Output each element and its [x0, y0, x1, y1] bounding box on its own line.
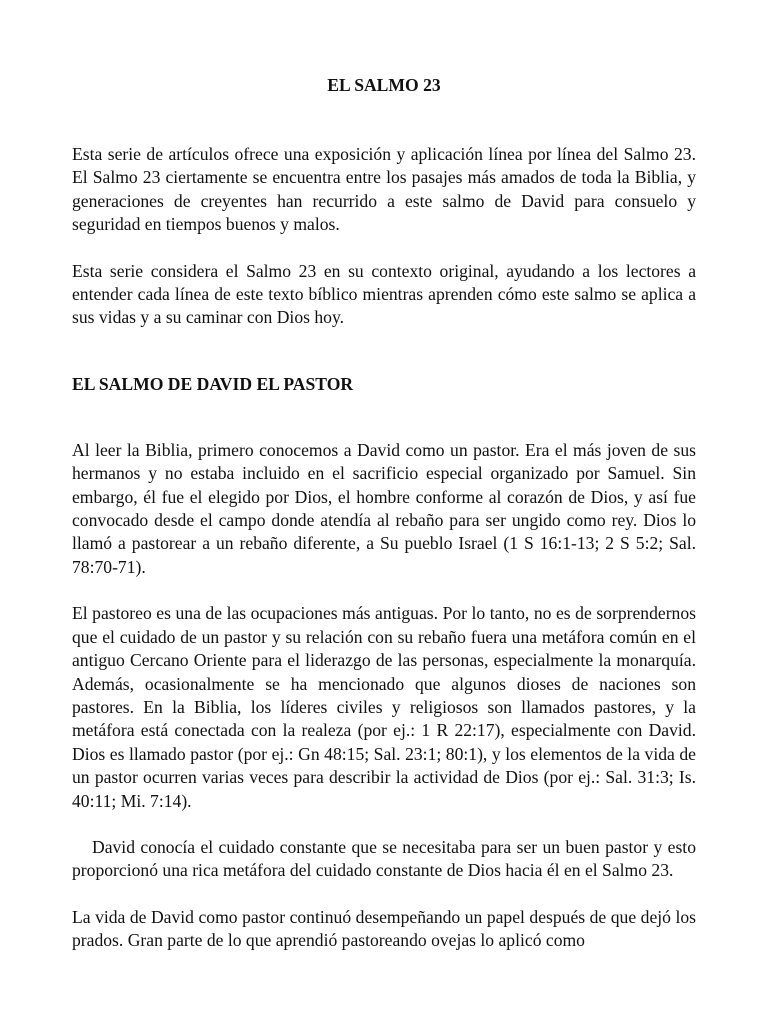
document-title: EL SALMO 23 [327, 75, 441, 95]
body-paragraph-3: David conocía el cuidado constante que se necesitaba para ser un buen pastor y esto proporcionó una rica metáfora del cuidado constante de Dios hacia él en el Salmo 23. [72, 836, 696, 881]
document-page [72, 72, 696, 953]
section-heading: EL SALMO DE DAVID EL PASTOR [72, 373, 354, 394]
body-paragraph-2: El pastoreo es una de las ocupaciones más antiguas. Por lo tanto, no es de sorprendernos que el cuidado de un pastor y su relación con su rebaño fuera una metáfora común en el antiguo Cercano Oriente para el liderazgo de las personas, especialmente la monarquía. Además, ocasionalmente se ha mencionado que algunos dioses de naciones son pastores. En la Biblia, los líderes civiles y religiosos son llamados pastores, y la metáfora está conectada con la realeza (por ej.: 1 R 22:17), especialmente con David. Dios es llamado pastor (por ej.: Gn 48:15; Sal. 23:1; 80:1), y los elementos de la vida de un pastor ocurren varias veces para describir la actividad de Dios (por ej.: Sal. 31:3; Is. 40:11; Mi. 7:14). [72, 603, 696, 811]
body-paragraph-4: La vida de David como pastor continuó desempeñando un papel después de que dejó los prados. Gran parte de lo que aprendió pastoreando ovejas lo aplicó como [72, 906, 696, 951]
intro-paragraph-1: Esta serie de artículos ofrece una exposición y aplicación línea por línea del Salmo 23. El Salmo 23 ciertamente se encuentra entre los pasajes más amados de toda la Biblia, y generaciones de creyentes han recurrido a este salmo de David para consuelo y seguridad en tiempos buenos y malos. [72, 144, 696, 235]
body-paragraph-1: Al leer la Biblia, primero conocemos a David como un pastor. Era el más joven de sus hermanos y no estaba incluido en el sacrificio especial organizado por Samuel. Sin embargo, él fue el elegido por Dios, el hombre conforme al corazón de Dios, y así fue convocado desde el campo donde atendía al rebaño para ser ungido como rey. Dios lo llamó a pastorear a un rebaño diferente, a Su pueblo Israel (1 S 16:1-13; 2 S 5:2; Sal. 78:70-71). [72, 439, 696, 577]
intro-paragraph-2: Esta serie considera el Salmo 23 en su contexto original, ayudando a los lectores a entender cada línea de este texto bíblico mientras aprenden cómo este salmo se aplica a sus vidas y a su caminar con Dios hoy. [72, 260, 696, 328]
